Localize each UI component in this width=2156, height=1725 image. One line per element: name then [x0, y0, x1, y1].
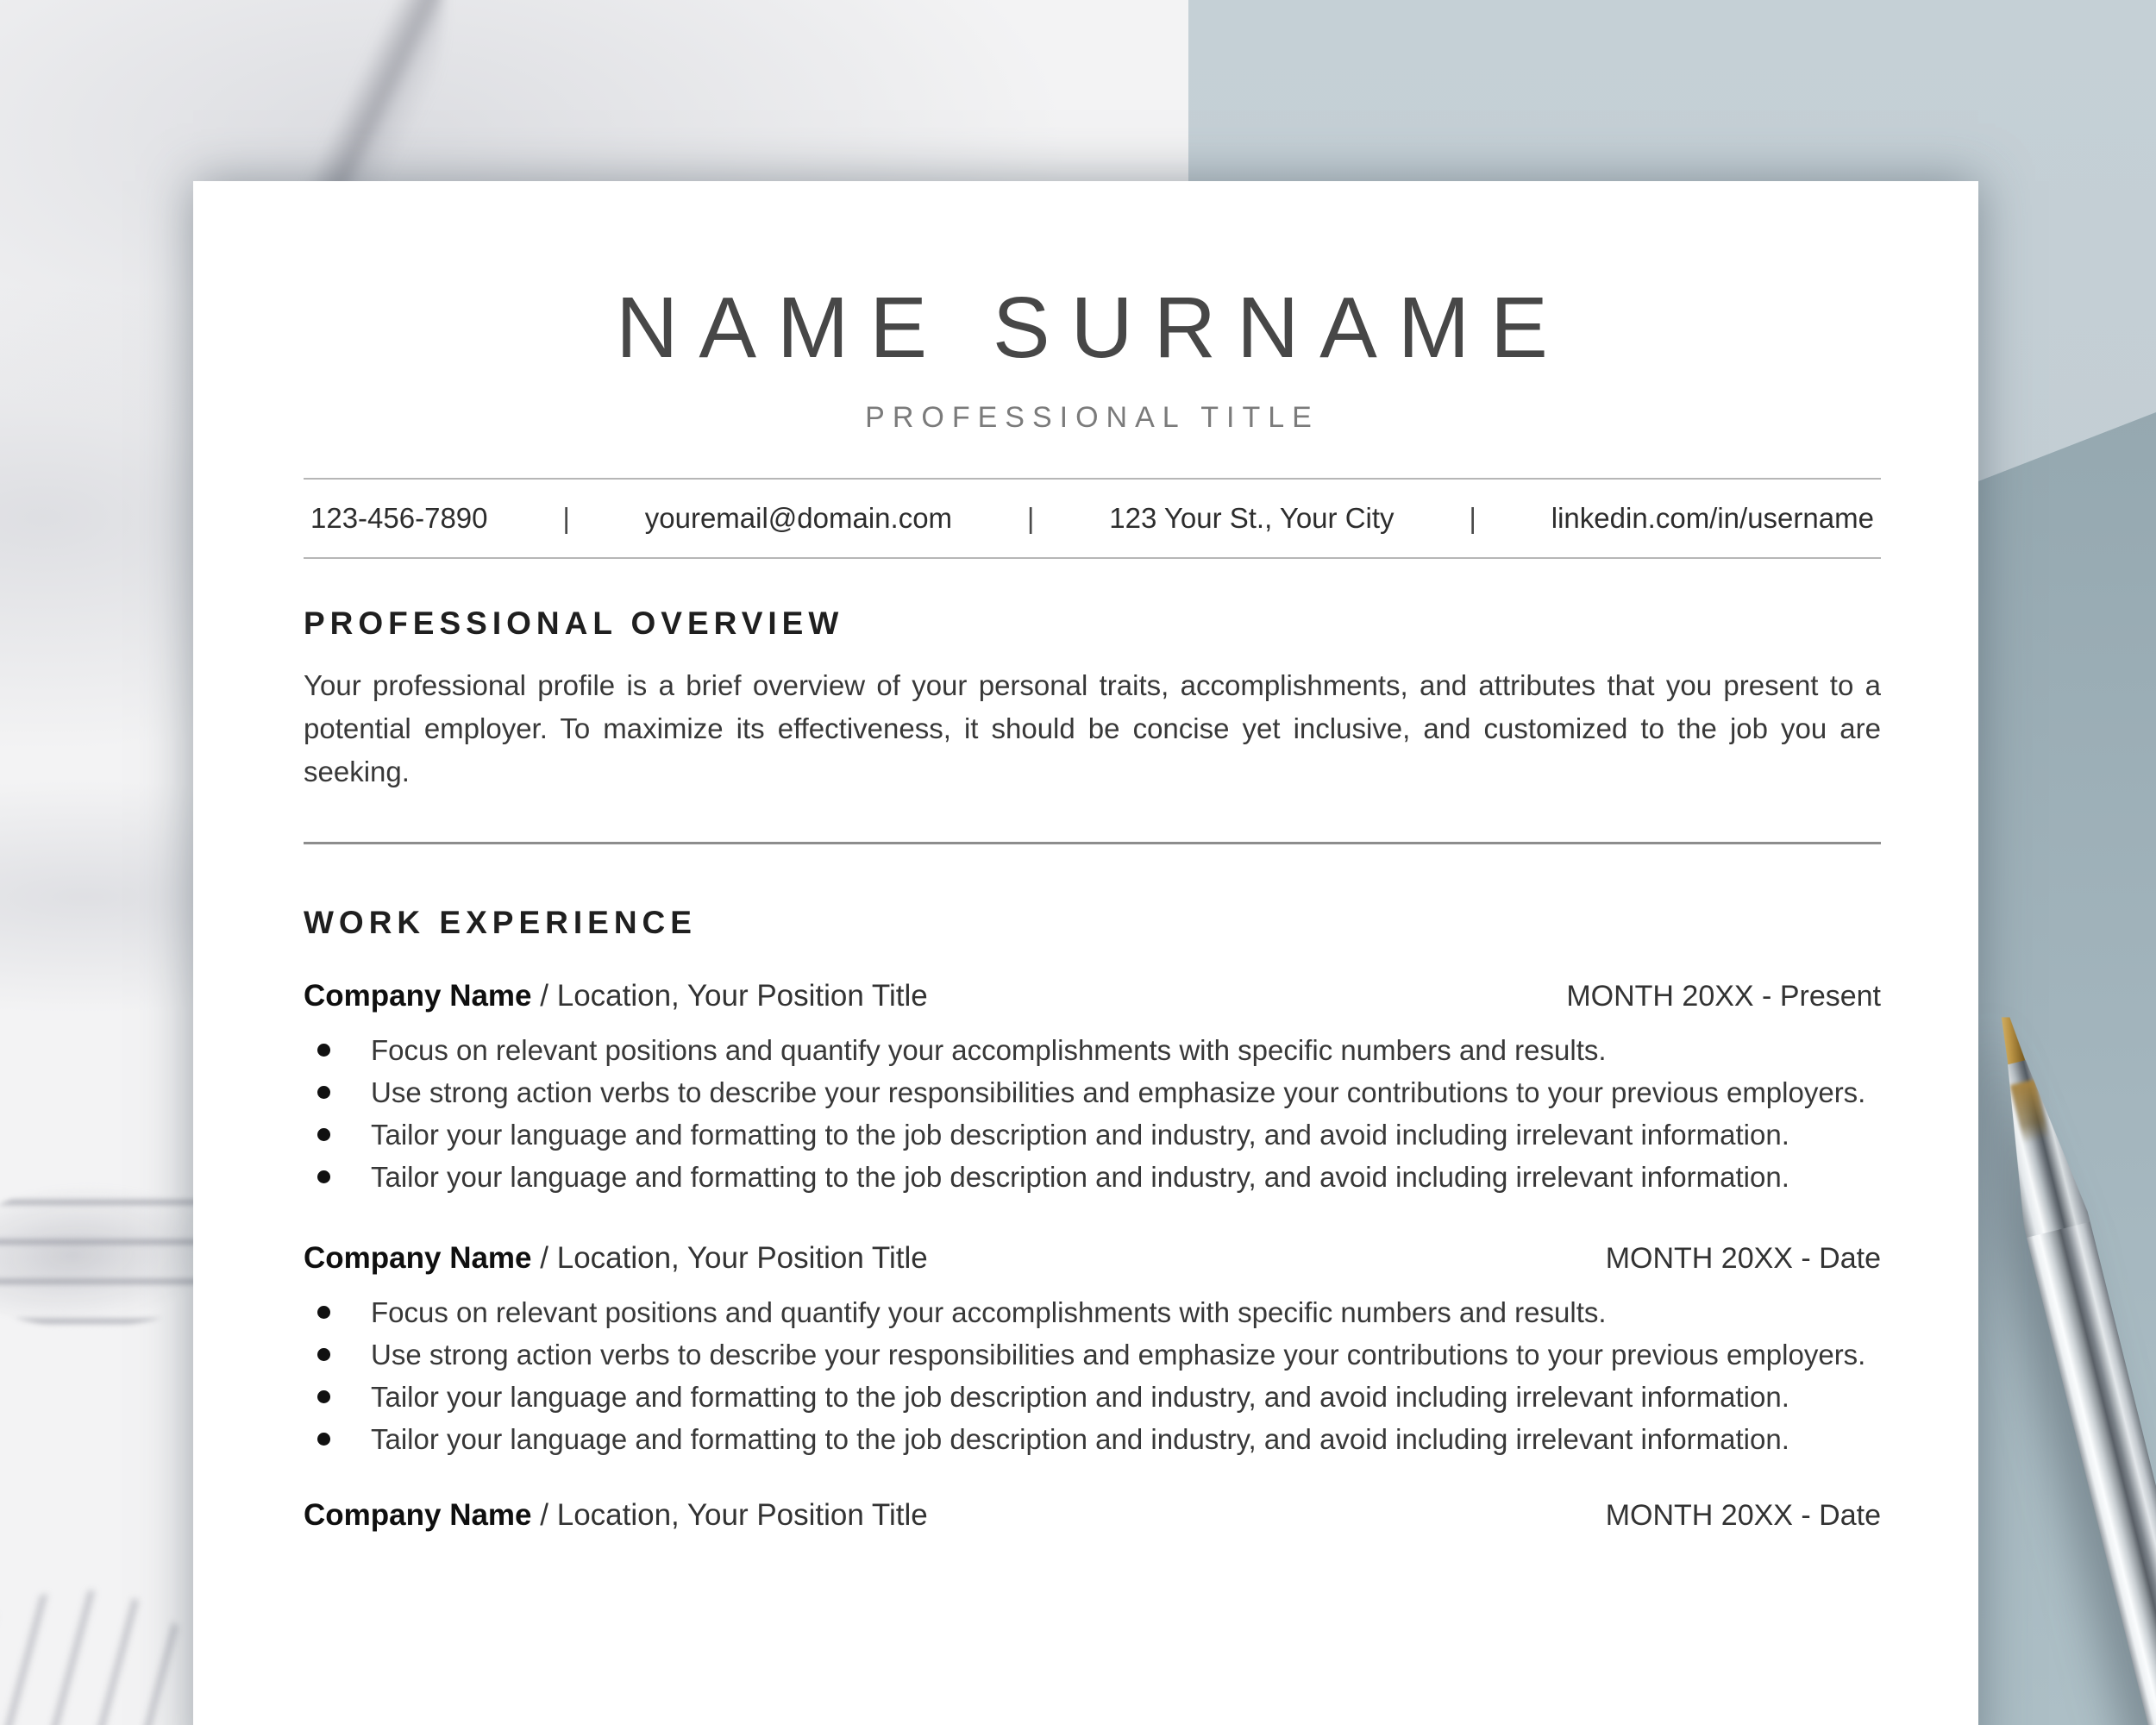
pen-tip	[1996, 1014, 2026, 1068]
contact-email[interactable]: youremail@domain.com	[644, 502, 953, 534]
entry-company-line	[304, 1496, 928, 1534]
bullet-item: Tailor your language and formatting to the job description and industry, and avoid including irrelevant information.	[304, 1157, 1881, 1196]
company-separator: /	[540, 1498, 548, 1532]
position-title: Location, Your Position Title	[556, 979, 928, 1013]
contact-separator: |	[1469, 502, 1476, 534]
entry-header-row	[304, 1496, 1881, 1534]
bullet-item: Tailor your language and formatting to the job description and industry, and avoid including irrelevant information.	[304, 1377, 1881, 1416]
overview-heading: PROFESSIONAL OVERVIEW	[304, 605, 844, 641]
section-professional-overview	[304, 605, 1881, 794]
company-name: Company Name	[304, 1498, 532, 1532]
position-title: Location, Your Position Title	[556, 1241, 928, 1275]
resume-header	[304, 279, 1881, 435]
entry-date: MONTH 20XX - Date	[1605, 1242, 1881, 1275]
section-work-experience	[304, 905, 1881, 1534]
contact-bar	[304, 478, 1881, 559]
company-name: Company Name	[304, 979, 532, 1013]
contact-linkedin[interactable]: linkedin.com/in/username	[1551, 502, 1874, 534]
section-divider	[304, 842, 1881, 844]
work-entry	[304, 1496, 1881, 1534]
company-name: Company Name	[304, 1241, 532, 1275]
bullet-item: Use strong action verbs to describe your responsibilities and emphasize your contributions to your previous employers.	[304, 1073, 1881, 1112]
entry-date: MONTH 20XX - Present	[1566, 980, 1881, 1013]
bullet-list	[304, 1293, 1881, 1458]
work-heading: WORK EXPERIENCE	[304, 905, 697, 940]
marble-vein	[0, 1571, 213, 1725]
resume-page	[193, 181, 1978, 1725]
person-name: NAME SURNAME	[616, 279, 1569, 376]
bullet-item: Use strong action verbs to describe your responsibilities and emphasize your contributions to your previous employers.	[304, 1335, 1881, 1374]
company-separator: /	[540, 979, 548, 1013]
contact-address: 123 Your St., Your City	[1109, 502, 1395, 534]
bullet-list	[304, 1031, 1881, 1196]
entry-company-line	[304, 977, 928, 1015]
contact-phone[interactable]: 123-456-7890	[310, 502, 488, 534]
bullet-item: Focus on relevant positions and quantify your accomplishments with specific numbers and results.	[304, 1031, 1881, 1070]
company-separator: /	[540, 1241, 548, 1275]
entry-company-line	[304, 1239, 928, 1277]
work-entry	[304, 977, 1881, 1196]
contact-separator: |	[562, 502, 570, 534]
bullet-item: Tailor your language and formatting to the job description and industry, and avoid including irrelevant information.	[304, 1420, 1881, 1458]
professional-title: PROFESSIONAL TITLE	[865, 401, 1319, 434]
bullet-item: Tailor your language and formatting to the job description and industry, and avoid including irrelevant information.	[304, 1115, 1881, 1154]
overview-text: Your professional profile is a brief overview of your personal traits, accomplishments, and attributes that you present to a potential employer. To maximize its effectiveness, it should be concise yet inclusive, and customized to the job you are seeking.	[304, 669, 1881, 787]
entry-header-row	[304, 977, 1881, 1015]
position-title: Location, Your Position Title	[556, 1498, 928, 1532]
entry-date: MONTH 20XX - Date	[1605, 1499, 1881, 1532]
bullet-item: Focus on relevant positions and quantify your accomplishments with specific numbers and results.	[304, 1293, 1881, 1332]
contact-separator: |	[1026, 502, 1035, 534]
entry-header-row	[304, 1239, 1881, 1277]
work-entry	[304, 1239, 1881, 1458]
